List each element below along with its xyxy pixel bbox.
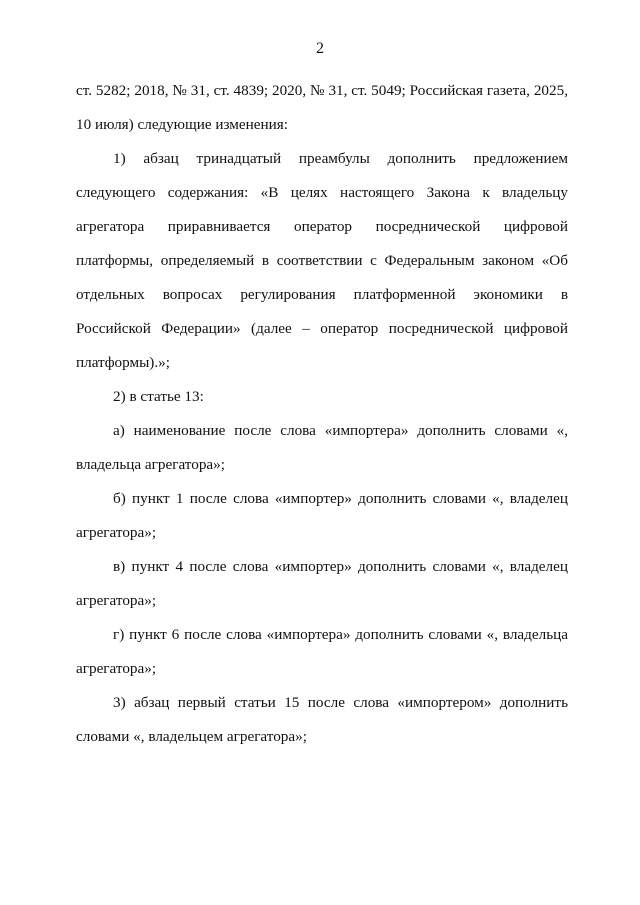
paragraph-item-2v: в) пункт 4 после слова «импортер» дополнить словами «, владелец агрегатора»; [76, 558, 568, 609]
paragraph-item-2a: а) наименование после слова «импортера» дополнить словами «, владельца агрегатора»; [76, 422, 568, 473]
paragraph-item-2b: б) пункт 1 после слова «импортер» дополнить словами «, владелец агрегатора»; [76, 490, 568, 541]
document-body [76, 74, 568, 754]
paragraph-intro: ст. 5282; 2018, № 31, ст. 4839; 2020, № 31, ст. 5049; Российская газета, 2025, 10 июля) следующие изменения: [76, 82, 568, 133]
paragraph-item-3: 3) абзац первый статьи 15 после слова «импортером» дополнить словами «, владельцем агрегатора»; [76, 694, 568, 745]
paragraph-item-2: 2) в статье 13: [113, 388, 204, 405]
paragraph-item-1: 1) абзац тринадцатый преамбулы дополнить предложением следующего содержания: «В целях настоящего Закона к владельцу агрегатора приравнивается оператор посреднической цифровой платформы, определяемый в соответствии с Федеральным законом «Об отдельных вопросах регулирования платформенной экономики в Российской Федерации» (далее – оператор посреднической цифровой платформы).»; [76, 150, 568, 371]
paragraph-item-2g: г) пункт 6 после слова «импортера» дополнить словами «, владельца агрегатора»; [76, 626, 568, 677]
page-number: 2 [316, 40, 324, 57]
